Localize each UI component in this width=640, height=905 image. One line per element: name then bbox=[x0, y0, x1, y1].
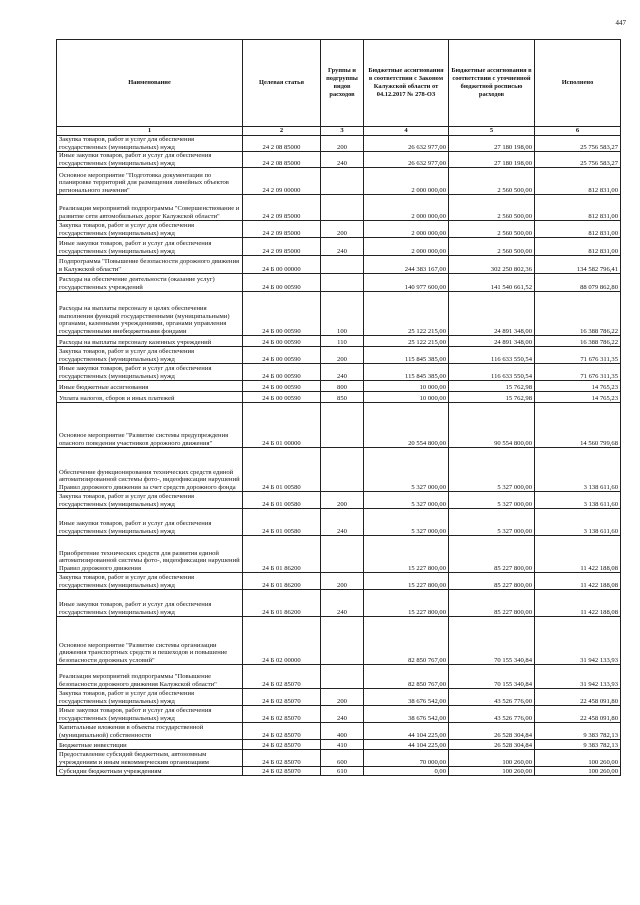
row-expense-group bbox=[321, 256, 364, 274]
row-expense-group: 200 bbox=[321, 689, 364, 706]
row-law-amount: 244 383 167,00 bbox=[364, 256, 449, 274]
row-expense-group: 240 bbox=[321, 590, 364, 617]
table-row bbox=[57, 292, 621, 336]
row-executed-amount: 25 756 583,27 bbox=[535, 152, 621, 168]
row-name: Иные закупки товаров, работ и услуг для обеспечения государственных (муниципальных) нужд bbox=[57, 509, 243, 536]
row-law-amount: 82 850 767,00 bbox=[364, 617, 449, 665]
row-target-article: 24 Б 00 00590 bbox=[243, 392, 321, 403]
table-row bbox=[57, 573, 621, 590]
row-target-article: 24 Б 00 00590 bbox=[243, 347, 321, 364]
row-law-amount: 26 632 977,00 bbox=[364, 136, 449, 152]
row-refined-amount: 116 633 550,54 bbox=[449, 347, 535, 364]
row-refined-amount: 15 762,98 bbox=[449, 381, 535, 392]
row-target-article: 24 Б 01 86200 bbox=[243, 590, 321, 617]
table-row bbox=[57, 665, 621, 689]
row-refined-amount: 2 560 500,00 bbox=[449, 238, 535, 256]
row-target-article: 24 Б 02 85070 bbox=[243, 767, 321, 776]
row-law-amount: 2 000 000,00 bbox=[364, 195, 449, 221]
row-law-amount: 2 000 000,00 bbox=[364, 168, 449, 195]
row-law-amount: 82 850 767,00 bbox=[364, 665, 449, 689]
row-refined-amount: 5 327 000,00 bbox=[449, 509, 535, 536]
row-target-article: 24 Б 00 00590 bbox=[243, 336, 321, 347]
row-refined-amount: 100 260,00 bbox=[449, 750, 535, 767]
row-refined-amount: 70 155 340,84 bbox=[449, 665, 535, 689]
row-name: Реализация мероприятий подпрограммы "Совершенствование и развитие сети автомобильных дорог Калужской области" bbox=[57, 195, 243, 221]
row-expense-group: 240 bbox=[321, 706, 364, 723]
row-executed-amount: 3 138 611,60 bbox=[535, 492, 621, 509]
row-name: Иные закупки товаров, работ и услуг для обеспечения государственных (муниципальных) нужд bbox=[57, 706, 243, 723]
row-executed-amount: 31 942 133,93 bbox=[535, 617, 621, 665]
row-name: Иные закупки товаров, работ и услуг для обеспечения государственных (муниципальных) нужд bbox=[57, 152, 243, 168]
row-executed-amount: 31 942 133,93 bbox=[535, 665, 621, 689]
row-name: Закупка товаров, работ и услуг для обеспечения государственных (муниципальных) нужд bbox=[57, 136, 243, 152]
row-target-article: 24 Б 00 00590 bbox=[243, 274, 321, 292]
row-expense-group: 410 bbox=[321, 740, 364, 750]
row-executed-amount: 11 422 188,08 bbox=[535, 536, 621, 573]
row-executed-amount: 71 676 311,35 bbox=[535, 364, 621, 381]
row-refined-amount: 100 260,00 bbox=[449, 767, 535, 776]
table-row bbox=[57, 364, 621, 381]
row-expense-group: 800 bbox=[321, 381, 364, 392]
table-row bbox=[57, 152, 621, 168]
table-row bbox=[57, 448, 621, 492]
row-expense-group: 240 bbox=[321, 509, 364, 536]
row-executed-amount: 14 560 799,68 bbox=[535, 403, 621, 448]
row-executed-amount: 16 388 786,22 bbox=[535, 292, 621, 336]
row-expense-group: 610 bbox=[321, 767, 364, 776]
row-name: Основное мероприятие "Развитие системы организации движения транспортных средств и пешеходов и повышение безопасности дорожных условий" bbox=[57, 617, 243, 665]
row-name: Подпрограмма "Повышение безопасности дорожного движения в Калужской области" bbox=[57, 256, 243, 274]
row-law-amount: 5 327 000,00 bbox=[364, 448, 449, 492]
row-name: Закупка товаров, работ и услуг для обеспечения государственных (муниципальных) нужд bbox=[57, 689, 243, 706]
table-row bbox=[57, 195, 621, 221]
row-refined-amount: 302 250 802,36 bbox=[449, 256, 535, 274]
table-row bbox=[57, 392, 621, 403]
row-target-article: 24 Б 01 00000 bbox=[243, 403, 321, 448]
row-name: Основное мероприятие "Подготовка документации по планировке территорий для размещения линейных объектов регионального значения" bbox=[57, 168, 243, 195]
row-law-amount: 38 676 542,00 bbox=[364, 689, 449, 706]
row-name: Закупка товаров, работ и услуг для обеспечения государственных (муниципальных) нужд bbox=[57, 492, 243, 509]
row-name: Расходы на обеспечение деятельности (оказание услуг) государственных учреждений bbox=[57, 274, 243, 292]
row-refined-amount: 26 528 304,84 bbox=[449, 740, 535, 750]
row-target-article: 24 2 09 85000 bbox=[243, 195, 321, 221]
row-refined-amount: 15 762,98 bbox=[449, 392, 535, 403]
row-target-article: 24 Б 02 00000 bbox=[243, 617, 321, 665]
table-row bbox=[57, 238, 621, 256]
row-name: Расходы на выплаты персоналу в целях обеспечения выполнения функций государственными (муниципальными) органами, казенными учреждениями, органами управления государственными внебюджетными фондами bbox=[57, 292, 243, 336]
row-executed-amount: 9 383 782,13 bbox=[535, 723, 621, 740]
row-name: Реализация мероприятий подпрограммы "Повышение безопасности дорожного движения Калужской области" bbox=[57, 665, 243, 689]
row-expense-group: 200 bbox=[321, 347, 364, 364]
row-name: Закупка товаров, работ и услуг для обеспечения государственных (муниципальных) нужд bbox=[57, 573, 243, 590]
row-target-article: 24 2 09 85000 bbox=[243, 238, 321, 256]
table-row bbox=[57, 221, 621, 238]
table-row bbox=[57, 256, 621, 274]
row-law-amount: 15 227 800,00 bbox=[364, 536, 449, 573]
row-expense-group: 240 bbox=[321, 364, 364, 381]
row-law-amount: 20 554 800,00 bbox=[364, 403, 449, 448]
row-refined-amount: 24 891 348,00 bbox=[449, 292, 535, 336]
row-executed-amount: 14 765,23 bbox=[535, 392, 621, 403]
row-law-amount: 25 122 215,00 bbox=[364, 336, 449, 347]
row-expense-group: 200 bbox=[321, 136, 364, 152]
row-expense-group: 850 bbox=[321, 392, 364, 403]
row-executed-amount: 100 260,00 bbox=[535, 767, 621, 776]
row-expense-group: 240 bbox=[321, 238, 364, 256]
header-refined-allocations: Бюджетные ассигнования в соответствии с уточненной бюджетной росписью расходов bbox=[449, 40, 535, 127]
row-refined-amount: 26 528 304,84 bbox=[449, 723, 535, 740]
row-target-article: 24 Б 00 00590 bbox=[243, 364, 321, 381]
row-name: Иные закупки товаров, работ и услуг для обеспечения государственных (муниципальных) нужд bbox=[57, 590, 243, 617]
row-law-amount: 15 227 800,00 bbox=[364, 590, 449, 617]
table-row bbox=[57, 492, 621, 509]
row-refined-amount: 85 227 800,00 bbox=[449, 573, 535, 590]
row-refined-amount: 24 891 348,00 bbox=[449, 336, 535, 347]
row-refined-amount: 2 560 500,00 bbox=[449, 168, 535, 195]
column-number: 5 bbox=[449, 127, 535, 136]
row-name: Закупка товаров, работ и услуг для обеспечения государственных (муниципальных) нужд bbox=[57, 221, 243, 238]
row-refined-amount: 2 560 500,00 bbox=[449, 195, 535, 221]
table-row bbox=[57, 403, 621, 448]
row-executed-amount: 11 422 188,08 bbox=[535, 573, 621, 590]
row-law-amount: 0,00 bbox=[364, 767, 449, 776]
table-row bbox=[57, 723, 621, 740]
row-executed-amount: 71 676 311,35 bbox=[535, 347, 621, 364]
table-row bbox=[57, 590, 621, 617]
row-executed-amount: 812 831,00 bbox=[535, 195, 621, 221]
row-target-article: 24 Б 02 85070 bbox=[243, 689, 321, 706]
row-target-article: 24 Б 02 85070 bbox=[243, 723, 321, 740]
table-row bbox=[57, 168, 621, 195]
row-executed-amount: 100 260,00 bbox=[535, 750, 621, 767]
row-name: Иные бюджетные ассигнования bbox=[57, 381, 243, 392]
table-row bbox=[57, 767, 621, 776]
page-number: 447 bbox=[615, 19, 626, 27]
row-name: Обеспечение функционирования технических средств единой автоматизированной системы фото-, видеофиксации нарушений Правил дорожного движения за счет средств дорожного фонда bbox=[57, 448, 243, 492]
header-executed: Исполнено bbox=[535, 40, 621, 127]
row-law-amount: 115 845 385,00 bbox=[364, 364, 449, 381]
row-target-article: 24 Б 02 85070 bbox=[243, 750, 321, 767]
row-refined-amount: 90 554 800,00 bbox=[449, 403, 535, 448]
row-law-amount: 44 104 225,00 bbox=[364, 723, 449, 740]
row-expense-group: 400 bbox=[321, 723, 364, 740]
row-expense-group bbox=[321, 403, 364, 448]
row-executed-amount: 25 756 583,27 bbox=[535, 136, 621, 152]
column-number: 6 bbox=[535, 127, 621, 136]
row-target-article: 24 Б 01 00580 bbox=[243, 492, 321, 509]
row-target-article: 24 Б 02 85070 bbox=[243, 665, 321, 689]
row-target-article: 24 2 08 85000 bbox=[243, 136, 321, 152]
row-executed-amount: 9 383 782,13 bbox=[535, 740, 621, 750]
table-row bbox=[57, 274, 621, 292]
row-target-article: 24 Б 02 85070 bbox=[243, 706, 321, 723]
row-expense-group bbox=[321, 665, 364, 689]
row-target-article: 24 Б 00 00590 bbox=[243, 381, 321, 392]
table-row bbox=[57, 617, 621, 665]
row-executed-amount: 14 765,23 bbox=[535, 381, 621, 392]
row-expense-group: 240 bbox=[321, 152, 364, 168]
row-expense-group bbox=[321, 448, 364, 492]
table-body bbox=[57, 136, 621, 776]
row-law-amount: 44 104 225,00 bbox=[364, 740, 449, 750]
row-expense-group bbox=[321, 274, 364, 292]
budget-execution-table bbox=[56, 39, 621, 776]
table-row bbox=[57, 136, 621, 152]
column-number-row bbox=[57, 127, 621, 136]
row-executed-amount: 88 079 862,80 bbox=[535, 274, 621, 292]
column-number: 4 bbox=[364, 127, 449, 136]
row-law-amount: 5 327 000,00 bbox=[364, 492, 449, 509]
table-row bbox=[57, 381, 621, 392]
row-name: Приобретение технических средств для развития единой автоматизированной системы фото-, видеофиксации нарушений Правил дорожного движения bbox=[57, 536, 243, 573]
row-expense-group: 110 bbox=[321, 336, 364, 347]
row-name: Основное мероприятие "Развитие системы предупреждения опасного поведения участников дорожного движения" bbox=[57, 403, 243, 448]
row-executed-amount: 22 458 091,80 bbox=[535, 689, 621, 706]
row-refined-amount: 27 180 198,00 bbox=[449, 152, 535, 168]
row-expense-group: 200 bbox=[321, 221, 364, 238]
row-law-amount: 5 327 000,00 bbox=[364, 509, 449, 536]
row-refined-amount: 27 180 198,00 bbox=[449, 136, 535, 152]
row-target-article: 24 2 09 85000 bbox=[243, 221, 321, 238]
row-executed-amount: 3 138 611,60 bbox=[535, 448, 621, 492]
row-name: Расходы на выплаты персоналу казенных учреждений bbox=[57, 336, 243, 347]
header-expense-group: Группы и подгруппы видов расходов bbox=[321, 40, 364, 127]
row-target-article: 24 Б 01 86200 bbox=[243, 573, 321, 590]
row-expense-group bbox=[321, 536, 364, 573]
row-name: Предоставление субсидий бюджетным, автономным учреждениям и иным некоммерческим организациям bbox=[57, 750, 243, 767]
row-expense-group: 200 bbox=[321, 492, 364, 509]
row-target-article: 24 2 08 85000 bbox=[243, 152, 321, 168]
table-header-row bbox=[57, 40, 621, 127]
table-row bbox=[57, 689, 621, 706]
row-name: Иные закупки товаров, работ и услуг для обеспечения государственных (муниципальных) нужд bbox=[57, 238, 243, 256]
row-refined-amount: 5 327 000,00 bbox=[449, 448, 535, 492]
row-target-article: 24 Б 02 85070 bbox=[243, 740, 321, 750]
table-row bbox=[57, 347, 621, 364]
row-name: Бюджетные инвестиции bbox=[57, 740, 243, 750]
column-number: 3 bbox=[321, 127, 364, 136]
row-expense-group: 600 bbox=[321, 750, 364, 767]
row-target-article: 24 Б 01 00580 bbox=[243, 448, 321, 492]
row-refined-amount: 141 540 661,52 bbox=[449, 274, 535, 292]
row-law-amount: 15 227 800,00 bbox=[364, 573, 449, 590]
row-expense-group bbox=[321, 168, 364, 195]
column-number: 2 bbox=[243, 127, 321, 136]
header-law-allocations: Бюджетные ассигнования в соответствии с Законом Калужской области от 04.12.2017 № 278-ОЗ bbox=[364, 40, 449, 127]
table-row bbox=[57, 750, 621, 767]
row-target-article: 24 Б 00 00000 bbox=[243, 256, 321, 274]
row-executed-amount: 3 138 611,60 bbox=[535, 509, 621, 536]
table-row bbox=[57, 740, 621, 750]
row-name: Иные закупки товаров, работ и услуг для обеспечения государственных (муниципальных) нужд bbox=[57, 364, 243, 381]
row-refined-amount: 85 227 800,00 bbox=[449, 536, 535, 573]
row-target-article: 24 Б 01 86200 bbox=[243, 536, 321, 573]
row-target-article: 24 2 09 00000 bbox=[243, 168, 321, 195]
table-row bbox=[57, 509, 621, 536]
row-law-amount: 2 000 000,00 bbox=[364, 221, 449, 238]
table-row bbox=[57, 536, 621, 573]
row-target-article: 24 Б 00 00590 bbox=[243, 292, 321, 336]
table-row bbox=[57, 336, 621, 347]
row-target-article: 24 Б 01 00580 bbox=[243, 509, 321, 536]
row-executed-amount: 812 831,00 bbox=[535, 238, 621, 256]
row-law-amount: 2 000 000,00 bbox=[364, 238, 449, 256]
row-law-amount: 25 122 215,00 bbox=[364, 292, 449, 336]
row-refined-amount: 2 560 500,00 bbox=[449, 221, 535, 238]
row-name: Капитальные вложения в объекты государственной (муниципальной) собственности bbox=[57, 723, 243, 740]
row-expense-group: 200 bbox=[321, 573, 364, 590]
row-executed-amount: 134 582 796,41 bbox=[535, 256, 621, 274]
row-refined-amount: 5 327 000,00 bbox=[449, 492, 535, 509]
row-law-amount: 10 000,00 bbox=[364, 392, 449, 403]
row-expense-group bbox=[321, 617, 364, 665]
header-name: Наименование bbox=[57, 40, 243, 127]
row-name: Субсидии бюджетным учреждениям bbox=[57, 767, 243, 776]
row-executed-amount: 22 458 091,80 bbox=[535, 706, 621, 723]
column-number: 1 bbox=[57, 127, 243, 136]
row-executed-amount: 16 388 786,22 bbox=[535, 336, 621, 347]
row-refined-amount: 43 526 776,00 bbox=[449, 706, 535, 723]
row-refined-amount: 116 633 550,54 bbox=[449, 364, 535, 381]
row-refined-amount: 43 526 776,00 bbox=[449, 689, 535, 706]
row-law-amount: 115 845 385,00 bbox=[364, 347, 449, 364]
table-row bbox=[57, 706, 621, 723]
row-name: Закупка товаров, работ и услуг для обеспечения государственных (муниципальных) нужд bbox=[57, 347, 243, 364]
row-law-amount: 140 977 600,00 bbox=[364, 274, 449, 292]
row-refined-amount: 70 155 340,84 bbox=[449, 617, 535, 665]
row-executed-amount: 812 831,00 bbox=[535, 168, 621, 195]
row-expense-group bbox=[321, 195, 364, 221]
row-law-amount: 38 676 542,00 bbox=[364, 706, 449, 723]
row-name: Уплата налогов, сборов и иных платежей bbox=[57, 392, 243, 403]
header-target-article: Целевая статья bbox=[243, 40, 321, 127]
row-law-amount: 10 000,00 bbox=[364, 381, 449, 392]
row-expense-group: 100 bbox=[321, 292, 364, 336]
row-law-amount: 26 632 977,00 bbox=[364, 152, 449, 168]
row-executed-amount: 11 422 188,08 bbox=[535, 590, 621, 617]
row-refined-amount: 85 227 800,00 bbox=[449, 590, 535, 617]
row-executed-amount: 812 831,00 bbox=[535, 221, 621, 238]
row-law-amount: 70 000,00 bbox=[364, 750, 449, 767]
